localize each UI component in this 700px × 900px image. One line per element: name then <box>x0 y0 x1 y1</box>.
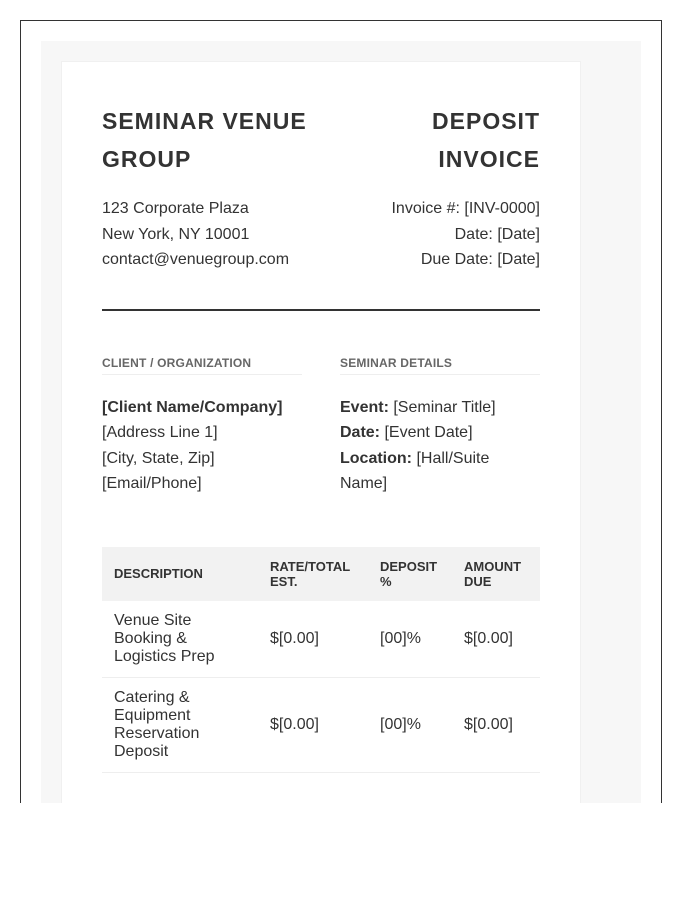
header-info <box>102 196 540 273</box>
table-body <box>102 601 540 773</box>
header-divider <box>102 309 540 311</box>
company-address-line2: New York, NY 10001 <box>102 225 250 243</box>
seminar-location-value: [Hall/Suite Name] <box>340 449 490 492</box>
seminar-event-label: Event: <box>340 398 389 416</box>
table-row <box>102 601 540 678</box>
seminar-date-value: [Event Date] <box>384 424 473 441</box>
seminar-event-value: [Seminar Title] <box>393 398 496 416</box>
table-header-row <box>102 547 540 601</box>
table-header <box>102 547 540 601</box>
invoice-content <box>102 102 540 773</box>
client-heading: CLIENT / ORGANIZATION <box>102 356 302 375</box>
row-rate: $[0.00] <box>258 677 368 772</box>
invoice-number: Invoice #: [INV-0000] <box>391 200 540 217</box>
invoice-paper <box>61 61 581 803</box>
document-frame <box>20 20 662 803</box>
row-description: Catering & Equipment Reservation Deposit <box>102 677 258 772</box>
client-contact: [Email/Phone] <box>102 475 202 492</box>
seminar-details <box>340 395 540 497</box>
invoice-due-date: Due Date: [Date] <box>420 251 540 268</box>
seminar-heading: SEMINAR DETAILS <box>340 356 540 375</box>
row-rate: $[0.00] <box>258 601 368 678</box>
seminar-location-label: Location: <box>340 449 412 467</box>
line-items-table <box>102 547 540 773</box>
client-city-state-zip: [City, State, Zip] <box>102 449 215 467</box>
client-details <box>102 395 302 497</box>
header-deposit-percent: DEPOSIT % <box>368 547 452 601</box>
row-amount-due: $[0.00] <box>452 601 540 678</box>
row-deposit-percent: [00]% <box>368 601 452 678</box>
invoice-meta <box>391 196 540 273</box>
seminar-date-label: Date: <box>340 424 381 441</box>
client-block <box>102 356 302 497</box>
seminar-event <box>340 395 540 421</box>
header-amount-due: AMOUNT DUE <box>452 547 540 601</box>
seminar-location <box>340 446 540 497</box>
row-description: Venue Site Booking & Logistics Prep <box>102 601 258 678</box>
parties-section <box>102 356 540 497</box>
table-row <box>102 677 540 772</box>
seminar-date <box>340 420 540 446</box>
row-amount-due: $[0.00] <box>452 677 540 772</box>
invoice-header <box>102 102 540 178</box>
document-title: DEPOSIT INVOICE <box>432 108 540 172</box>
row-deposit-percent: [00]% <box>368 677 452 772</box>
company-name: SEMINAR VENUE GROUP <box>102 108 307 172</box>
header-description: DESCRIPTION <box>102 547 258 601</box>
seminar-block <box>340 356 540 497</box>
header-rate: RATE/TOTAL EST. <box>258 547 368 601</box>
company-email: contact@venuegroup.com <box>102 251 290 268</box>
invoice-date: Date: [Date] <box>454 225 540 243</box>
company-address-line1: 123 Corporate Plaza <box>102 200 249 217</box>
client-address-line1: [Address Line 1] <box>102 424 218 441</box>
company-info <box>102 196 289 273</box>
client-name: [Client Name/Company] <box>102 398 283 416</box>
